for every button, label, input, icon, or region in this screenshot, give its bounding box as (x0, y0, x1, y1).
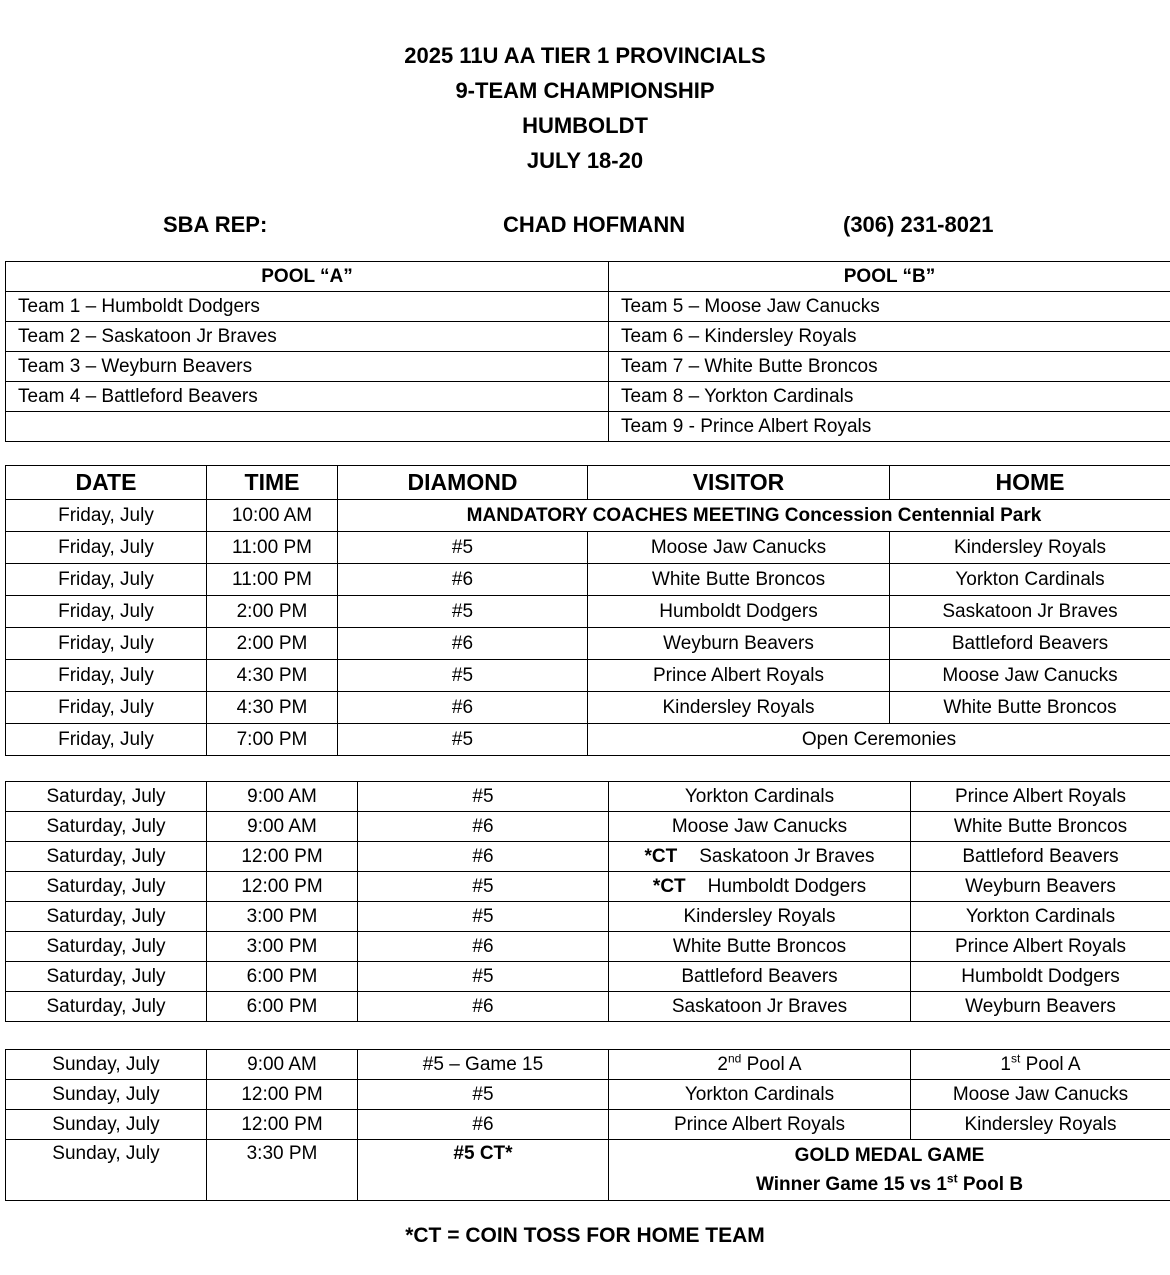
diamond-cell: #6 (358, 842, 609, 872)
time-cell: 12:00 PM (207, 872, 358, 902)
home-cell: Kindersley Royals (890, 532, 1170, 564)
home-cell: White Butte Broncos (911, 812, 1170, 842)
diamond-cell: #5 – Game 15 (358, 1050, 609, 1080)
date-cell: Saturday, July (6, 902, 207, 932)
diamond-cell: #6 (338, 628, 588, 660)
visitor-cell: Yorkton Cardinals (609, 782, 911, 812)
gold-matchup-text: Winner Game 15 vs 1 (755, 1174, 947, 1195)
home-cell: Moose Jaw Canucks (890, 660, 1170, 692)
time-cell: 11:00 PM (207, 532, 338, 564)
table-row (6, 872, 1170, 902)
home-cell (911, 1050, 1170, 1080)
visitor-rank: 2 (717, 1053, 728, 1075)
time-cell: 9:00 AM (207, 812, 358, 842)
saturday-schedule-table (5, 781, 1170, 1022)
visitor-rank-suffix: nd (728, 1051, 742, 1066)
diamond-cell: #5 (358, 1080, 609, 1110)
diamond-cell: #5 (358, 872, 609, 902)
pool-row (6, 412, 1170, 442)
rep-phone: (306) 231-8021 (843, 212, 994, 237)
pool-a-team: Team 4 – Battleford Beavers (6, 382, 609, 412)
home-cell: Battleford Beavers (911, 842, 1170, 872)
home-cell: Yorkton Cardinals (911, 902, 1170, 932)
diamond-cell: #5 (338, 724, 588, 756)
home-cell: Yorkton Cardinals (890, 564, 1170, 596)
date-cell: Sunday, July (6, 1110, 207, 1140)
visitor-cell: Moose Jaw Canucks (588, 532, 890, 564)
diamond-cell: #6 (338, 692, 588, 724)
table-row (6, 782, 1170, 812)
coin-toss-marker: *CT (644, 845, 678, 867)
date-cell: Friday, July (6, 724, 207, 756)
gold-matchup-pool: Pool B (957, 1174, 1024, 1195)
date-cell: Friday, July (6, 564, 207, 596)
home-cell: Weyburn Beavers (911, 872, 1170, 902)
home-cell: Weyburn Beavers (911, 992, 1170, 1022)
gold-matchup-suffix: st (946, 1171, 958, 1186)
schedule-header-row (6, 466, 1170, 500)
home-cell: Prince Albert Royals (911, 932, 1170, 962)
gold-medal-matchup (609, 1170, 1170, 1199)
coin-toss-marker: *CT (652, 875, 686, 897)
home-cell: Humboldt Dodgers (911, 962, 1170, 992)
time-cell: 6:00 PM (207, 962, 358, 992)
pools-table (5, 261, 1170, 442)
table-row (6, 692, 1170, 724)
diamond-cell: #5 CT* (358, 1140, 609, 1201)
table-row (6, 1050, 1170, 1080)
diamond-cell: #5 (338, 660, 588, 692)
date-cell: Sunday, July (6, 1080, 207, 1110)
visitor-team: Saskatoon Jr Braves (699, 845, 875, 867)
rep-name: CHAD HOFMANN (503, 212, 686, 237)
time-cell: 3:00 PM (207, 932, 358, 962)
visitor-cell: Battleford Beavers (609, 962, 911, 992)
diamond-cell: #6 (338, 564, 588, 596)
table-row (6, 992, 1170, 1022)
date-cell: Friday, July (6, 532, 207, 564)
visitor-cell: White Butte Broncos (588, 564, 890, 596)
visitor-cell: Moose Jaw Canucks (609, 812, 911, 842)
date-header: DATE (6, 466, 207, 500)
table-row (6, 660, 1170, 692)
visitor-cell (609, 1050, 911, 1080)
visitor-cell: Prince Albert Royals (588, 660, 890, 692)
table-row (6, 1140, 1170, 1201)
table-row (6, 500, 1170, 532)
visitor-cell: White Butte Broncos (609, 932, 911, 962)
rep-label: SBA REP: (163, 212, 268, 237)
time-cell: 12:00 PM (207, 1080, 358, 1110)
visitor-cell: Humboldt Dodgers (588, 596, 890, 628)
title-block (0, 38, 1170, 178)
visitor-cell (609, 842, 911, 872)
date-cell: Friday, July (6, 628, 207, 660)
pool-b-team: Team 6 – Kindersley Royals (609, 322, 1170, 352)
time-cell: 4:30 PM (207, 660, 338, 692)
diamond-cell: #6 (358, 932, 609, 962)
date-cell: Sunday, July (6, 1050, 207, 1080)
pool-b-team: Team 9 - Prince Albert Royals (609, 412, 1170, 442)
date-cell: Friday, July (6, 596, 207, 628)
visitor-cell: Kindersley Royals (588, 692, 890, 724)
visitor-cell: Prince Albert Royals (609, 1110, 911, 1140)
pool-a-team: Team 3 – Weyburn Beavers (6, 352, 609, 382)
date-cell: Saturday, July (6, 812, 207, 842)
pool-a-team: Team 1 – Humboldt Dodgers (6, 292, 609, 322)
table-row (6, 962, 1170, 992)
diamond-cell: #5 (358, 962, 609, 992)
pool-a-header: POOL “A” (6, 262, 609, 292)
diamond-cell: #6 (358, 1110, 609, 1140)
diamond-cell: #5 (358, 902, 609, 932)
date-cell: Sunday, July (6, 1140, 207, 1201)
home-pool: Pool A (1020, 1053, 1081, 1075)
home-cell: White Butte Broncos (890, 692, 1170, 724)
pool-row (6, 382, 1170, 412)
time-cell: 9:00 AM (207, 782, 358, 812)
diamond-cell: #6 (358, 812, 609, 842)
visitor-header: VISITOR (588, 466, 890, 500)
diamond-header: DIAMOND (338, 466, 588, 500)
visitor-cell: Weyburn Beavers (588, 628, 890, 660)
table-row (6, 902, 1170, 932)
pool-row (6, 292, 1170, 322)
sunday-schedule-table (5, 1049, 1170, 1201)
friday-schedule-table (5, 465, 1170, 756)
table-row (6, 932, 1170, 962)
date-cell: Saturday, July (6, 842, 207, 872)
dates: JULY 18-20 (526, 148, 644, 173)
time-cell: 3:00 PM (207, 902, 358, 932)
home-cell: Battleford Beavers (890, 628, 1170, 660)
gold-medal-title: GOLD MEDAL GAME (794, 1145, 985, 1166)
date-cell: Friday, July (6, 660, 207, 692)
table-row (6, 628, 1170, 660)
pool-b-header: POOL “B” (609, 262, 1170, 292)
location: HUMBOLDT (522, 113, 648, 138)
time-header: TIME (207, 466, 338, 500)
date-cell: Saturday, July (6, 872, 207, 902)
time-cell: 12:00 PM (207, 1110, 358, 1140)
table-row (6, 724, 1170, 756)
coin-toss-footnote: *CT = COIN TOSS FOR HOME TEAM (405, 1224, 765, 1247)
pool-a-team (6, 412, 609, 442)
visitor-pool: Pool A (741, 1053, 802, 1075)
home-cell: Kindersley Royals (911, 1110, 1170, 1140)
time-cell: 3:30 PM (207, 1140, 358, 1201)
diamond-cell: #5 (338, 596, 588, 628)
date-cell: Friday, July (6, 500, 207, 532)
home-rank: 1 (1000, 1053, 1011, 1075)
time-cell: 4:30 PM (207, 692, 338, 724)
diamond-cell: #5 (338, 532, 588, 564)
time-cell: 12:00 PM (207, 842, 358, 872)
table-row (6, 1080, 1170, 1110)
time-cell: 2:00 PM (207, 596, 338, 628)
visitor-team: Humboldt Dodgers (707, 875, 867, 897)
home-header: HOME (890, 466, 1170, 500)
table-row (6, 532, 1170, 564)
page-title: 2025 11U AA TIER 1 PROVINCIALS (404, 43, 766, 68)
date-cell: Saturday, July (6, 992, 207, 1022)
visitor-cell (609, 872, 911, 902)
coaches-meeting-cell: MANDATORY COACHES MEETING Concession Centennial Park (338, 500, 1170, 532)
page-subtitle: 9-TEAM CHAMPIONSHIP (455, 78, 715, 103)
home-cell: Saskatoon Jr Braves (890, 596, 1170, 628)
table-row (6, 564, 1170, 596)
gold-medal-cell (609, 1140, 1170, 1201)
table-row (6, 842, 1170, 872)
open-ceremonies-cell: Open Ceremonies (588, 724, 1170, 756)
time-cell: 6:00 PM (207, 992, 358, 1022)
table-row (6, 812, 1170, 842)
time-cell: 9:00 AM (207, 1050, 358, 1080)
visitor-cell: Yorkton Cardinals (609, 1080, 911, 1110)
pool-b-team: Team 8 – Yorkton Cardinals (609, 382, 1170, 412)
date-cell: Saturday, July (6, 962, 207, 992)
pool-row (6, 352, 1170, 382)
time-cell: 11:00 PM (207, 564, 338, 596)
diamond-cell: #6 (358, 992, 609, 1022)
visitor-cell: Saskatoon Jr Braves (609, 992, 911, 1022)
home-cell: Prince Albert Royals (911, 782, 1170, 812)
time-cell: 7:00 PM (207, 724, 338, 756)
time-cell: 2:00 PM (207, 628, 338, 660)
pool-a-team: Team 2 – Saskatoon Jr Braves (6, 322, 609, 352)
pool-row (6, 322, 1170, 352)
home-rank-suffix: st (1011, 1051, 1021, 1066)
time-cell: 10:00 AM (207, 500, 338, 532)
table-row (6, 1110, 1170, 1140)
table-row (6, 596, 1170, 628)
pools-header-row (6, 262, 1170, 292)
pool-b-team: Team 7 – White Butte Broncos (609, 352, 1170, 382)
pool-b-team: Team 5 – Moose Jaw Canucks (609, 292, 1170, 322)
date-cell: Saturday, July (6, 932, 207, 962)
date-cell: Saturday, July (6, 782, 207, 812)
home-cell: Moose Jaw Canucks (911, 1080, 1170, 1110)
date-cell: Friday, July (6, 692, 207, 724)
diamond-cell: #5 (358, 782, 609, 812)
visitor-cell: Kindersley Royals (609, 902, 911, 932)
